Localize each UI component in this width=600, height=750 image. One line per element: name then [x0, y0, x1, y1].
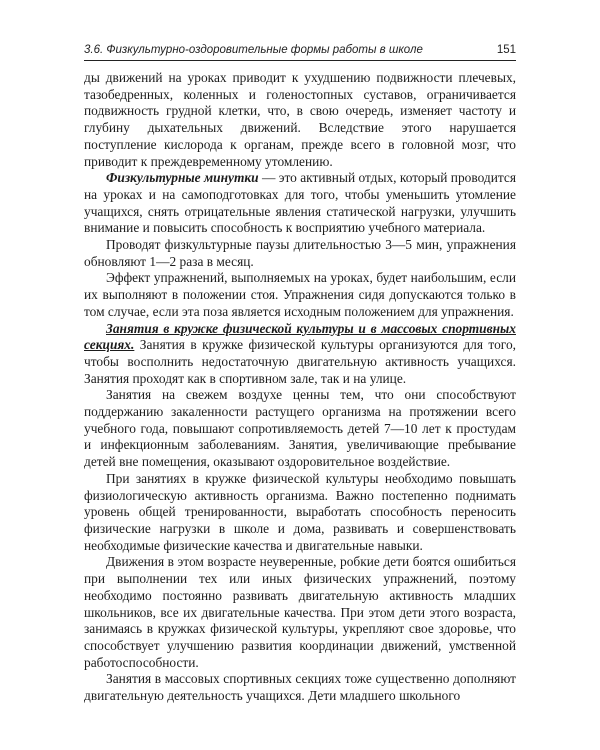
paragraph-text: Занятия в кружке физической культуры организуются для того, чтобы восполнить недостаточную двигательную активность учащихся. Занятия проходят как в спортивном зале, так и на улице. [84, 337, 516, 386]
paragraph [84, 321, 516, 388]
paragraph [84, 387, 516, 471]
paragraph [84, 70, 516, 170]
paragraph [84, 671, 516, 704]
paragraph-text: Движения в этом возрасте неуверенные, робкие дети боятся ошибиться при выполнении тех или иных физических упражнений, поэтому необходимо постоянно развивать двигательную активность младших школьников, все их двигательные качества. При этом дети этого возраста, занимаясь в кружках физической культуры, укрепляют свое здоровье, что способствует улучшению развития координации движений, умственной работоспособности. [84, 554, 516, 670]
term-heading: Занятия в кружке физической культуры и в массовых спортивных секциях. [84, 320, 516, 353]
term-heading: Физкультурные минутки [106, 170, 259, 186]
paragraph-text: Проводят физкультурные паузы длительностью 3—5 мин, упражнения обновляют 1—2 раза в месяц. [84, 237, 516, 269]
page-body [84, 70, 516, 705]
paragraph [84, 170, 516, 237]
paragraph-text: Эффект упражнений, выполняемых на уроках, будет наибольшим, если их выполняют в положении стоя. Упражнения сидя допускаются только в том случае, если эта поза является исходным положением для упражнения. [84, 270, 516, 319]
page-number: 151 [496, 44, 516, 56]
paragraph-text: Занятия на свежем воздухе ценны тем, что они способствуют поддержанию закаленности растущего организма на протяжении всего учебного года, повышают сопротивляемость детей 7—10 лет к простудам и инфекционным заболеваниям. Занятия, увеличивающие пребывание детей вне помещения, оказывают оздоровительное воздействие. [84, 387, 516, 470]
paragraph [84, 554, 516, 671]
paragraph [84, 270, 516, 320]
paragraph-text: — это активный отдых, который проводится на уроках и на самоподготовках для того, чтобы уменьшить утомление учащихся, снять отрицательные явления статической нагрузки, улучшить внимание и повысить способность к восприятию учебного материала. [84, 170, 516, 236]
paragraph-text: При занятиях в кружке физической культуры необходимо повышать физиологическую активность организма. Важно постепенно поднимать уровень общей тренированности, выработать способность переносить физические нагрузки в школе и дома, развивать и совершенствовать необходимые физические качества и двигательные навыки. [84, 470, 516, 553]
paragraph [84, 237, 516, 270]
paragraph [84, 471, 516, 555]
paragraph-text: Занятия в массовых спортивных секциях тоже существенно дополняют двигательную деятельность учащихся. Дети младшего школьного [84, 671, 516, 704]
section-title: 3.6. Физкультурно-оздоровительные формы работы в школе [84, 44, 423, 56]
paragraph-text: ды движений на уроках приводит к ухудшению подвижности плечевых, тазобедренных, коленных и голеностопных суставов, ограничивается подвижность грудной клетки, что, в свою очередь, изменяет частоту и глубину дыхательных движений. Вследствие этого нарушается поступление кислорода к органам, прежде всего в головной мозг, что приводит к преждевременному утомлению. [84, 70, 516, 169]
running-header [84, 38, 516, 61]
